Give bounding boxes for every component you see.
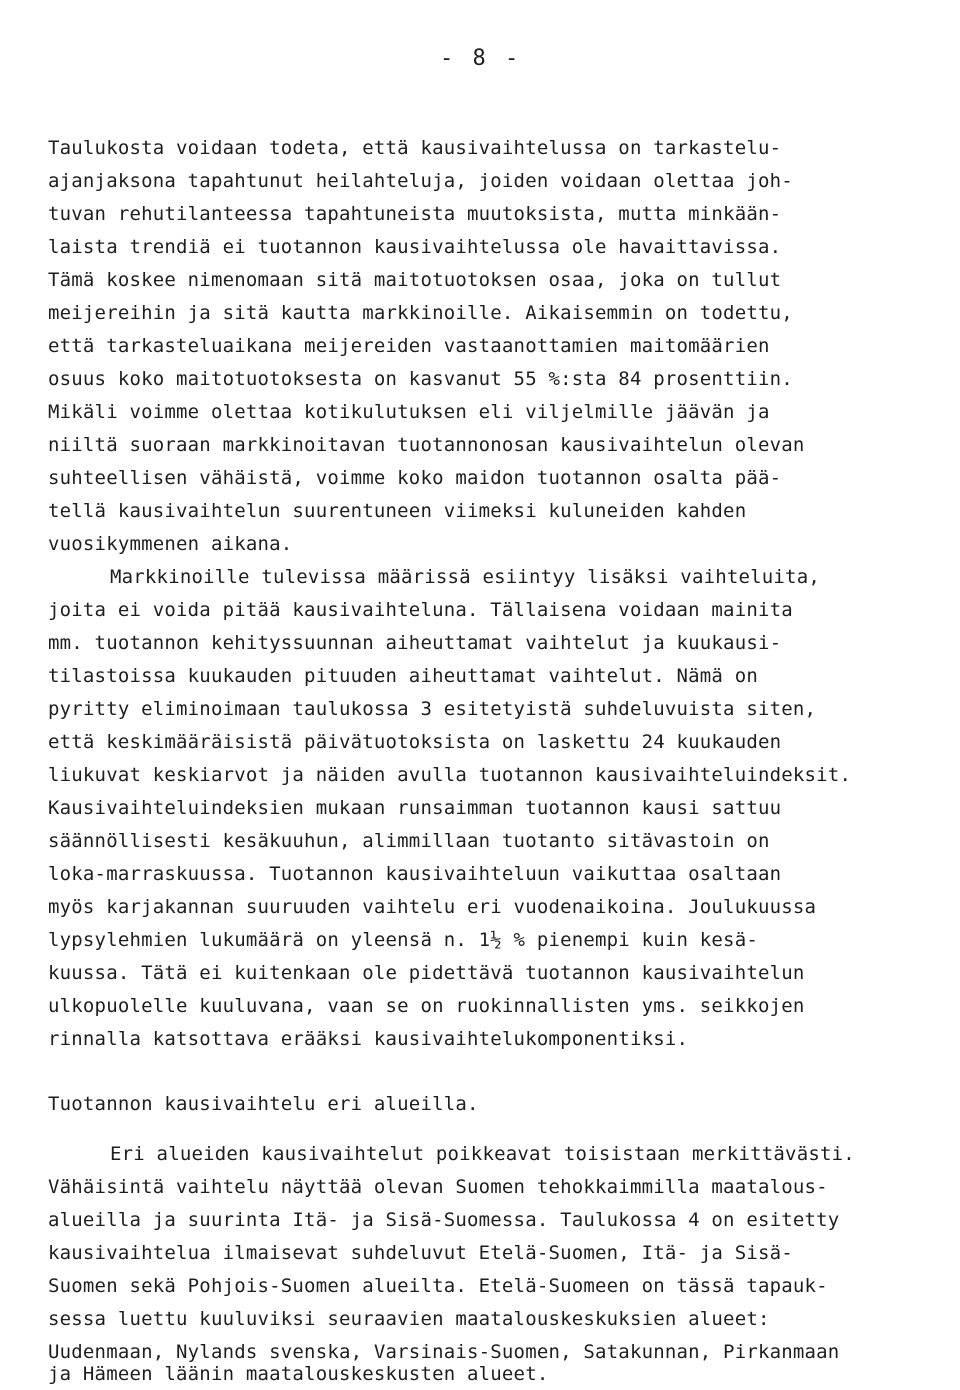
text-line: pyritty eliminoimaan taulukossa 3 esitetyistä suhdeluvuista siten, <box>48 698 817 720</box>
text-line: kuussa. Tätä ei kuitenkaan ole pidettävä tuotannon kausivaihtelun <box>48 962 805 984</box>
text-line: laista trendiä ei tuotannon kausivaihtelussa ole havaittavissa. <box>48 236 782 258</box>
text-line: Vähäisintä vaihtelu näyttää olevan Suomen tehokkaimmilla maatalous- <box>48 1176 828 1198</box>
text-line: sessa luettu kuuluviksi seuraavien maatalouskeskuksien alueet: <box>48 1308 770 1330</box>
text-line: ajanjaksona tapahtunut heilahteluja, joiden voidaan olettaa joh- <box>48 170 793 192</box>
text-line: että keskimääräisistä päivätuotoksista on laskettu 24 kuukauden <box>48 731 782 753</box>
text-line: Tämä koskee nimenomaan sitä maitotuotoksen osaa, joka on tullut <box>48 269 782 291</box>
text-line: tilastoissa kuukauden pituuden aiheuttamat vaihtelut. Nämä on <box>48 665 758 687</box>
text-line: osuus koko maitotuotoksesta on kasvanut 55 %:sta 84 prosenttiin. <box>48 368 793 390</box>
text-line: Uudenmaan, Nylands svenska, Varsinais-Suomen, Satakunnan, Pirkanmaan <box>48 1341 840 1363</box>
text-line: kausivaihtelua ilmaisevat suhdeluvut Etelä-Suomen, Itä- ja Sisä- <box>48 1242 793 1264</box>
page-number: - 8 - <box>440 46 522 71</box>
text-line: Kausivaihteluindeksien mukaan runsaimman tuotannon kausi sattuu <box>48 797 782 819</box>
text-line: Mikäli voimme olettaa kotikulutuksen eli viljelmille jäävän ja <box>48 401 770 423</box>
text-line: joita ei voida pitää kausivaihteluna. Tällaisena voidaan mainita <box>48 599 793 621</box>
text-line: loka-marraskuussa. Tuotannon kausivaihteluun vaikuttaa osaltaan <box>48 863 782 885</box>
text-line: ja Hämeen läänin maatalouskeskusten alueet. <box>48 1363 549 1385</box>
text-line: tuvan rehutilanteessa tapahtuneista muutoksista, mutta minkään- <box>48 203 782 225</box>
text-line: Taulukosta voidaan todeta, että kausivaihtelussa on tarkastelu- <box>48 137 782 159</box>
text-line: ulkopuolelle kuuluvana, vaan se on ruokinnallisten yms. seikkojen <box>48 995 805 1017</box>
text-line: alueilla ja suurinta Itä- ja Sisä-Suomessa. Taulukossa 4 on esitetty <box>48 1209 840 1231</box>
text-line: suhteellisen vähäistä, voimme koko maidon tuotannon osalta pää- <box>48 467 782 489</box>
text-line: myös karjakannan suuruuden vaihtelu eri vuodenaikoina. Joulukuussa <box>48 896 817 918</box>
section-heading: Tuotannon kausivaihtelu eri alueilla. <box>48 1093 479 1115</box>
text-line: vuosikymmenen aikana. <box>48 533 293 555</box>
text-line: meijereihin ja sitä kautta markkinoille. Aikaisemmin on todettu, <box>48 302 793 324</box>
text-line: Eri alueiden kausivaihtelut poikkeavat toisistaan merkittävästi. <box>110 1143 855 1165</box>
text-line: säännöllisesti kesäkuuhun, alimmillaan tuotanto sitävastoin on <box>48 830 770 852</box>
text-line: tellä kausivaihtelun suurentuneen viimeksi kuluneiden kahden <box>48 500 747 522</box>
text-line: liukuvat keskiarvot ja näiden avulla tuotannon kausivaihteluindeksit. <box>48 764 852 786</box>
text-line: mm. tuotannon kehityssuunnan aiheuttamat vaihtelut ja kuukausi- <box>48 632 782 654</box>
text-line: että tarkasteluaikana meijereiden vastaanottamien maitomäärien <box>48 335 770 357</box>
text-line: niiltä suoraan markkinoitavan tuotannonosan kausivaihtelun olevan <box>48 434 805 456</box>
text-line: lypsylehmien lukumäärä on yleensä n. 1½ % pienempi kuin kesä- <box>48 929 758 951</box>
text-line: rinnalla katsottava erääksi kausivaihtelukomponentiksi. <box>48 1028 689 1050</box>
text-line: Suomen sekä Pohjois-Suomen alueilta. Etelä-Suomeen on tässä tapauk- <box>48 1275 828 1297</box>
text-line: Markkinoille tulevissa määrissä esiintyy lisäksi vaihteluita, <box>110 566 820 588</box>
